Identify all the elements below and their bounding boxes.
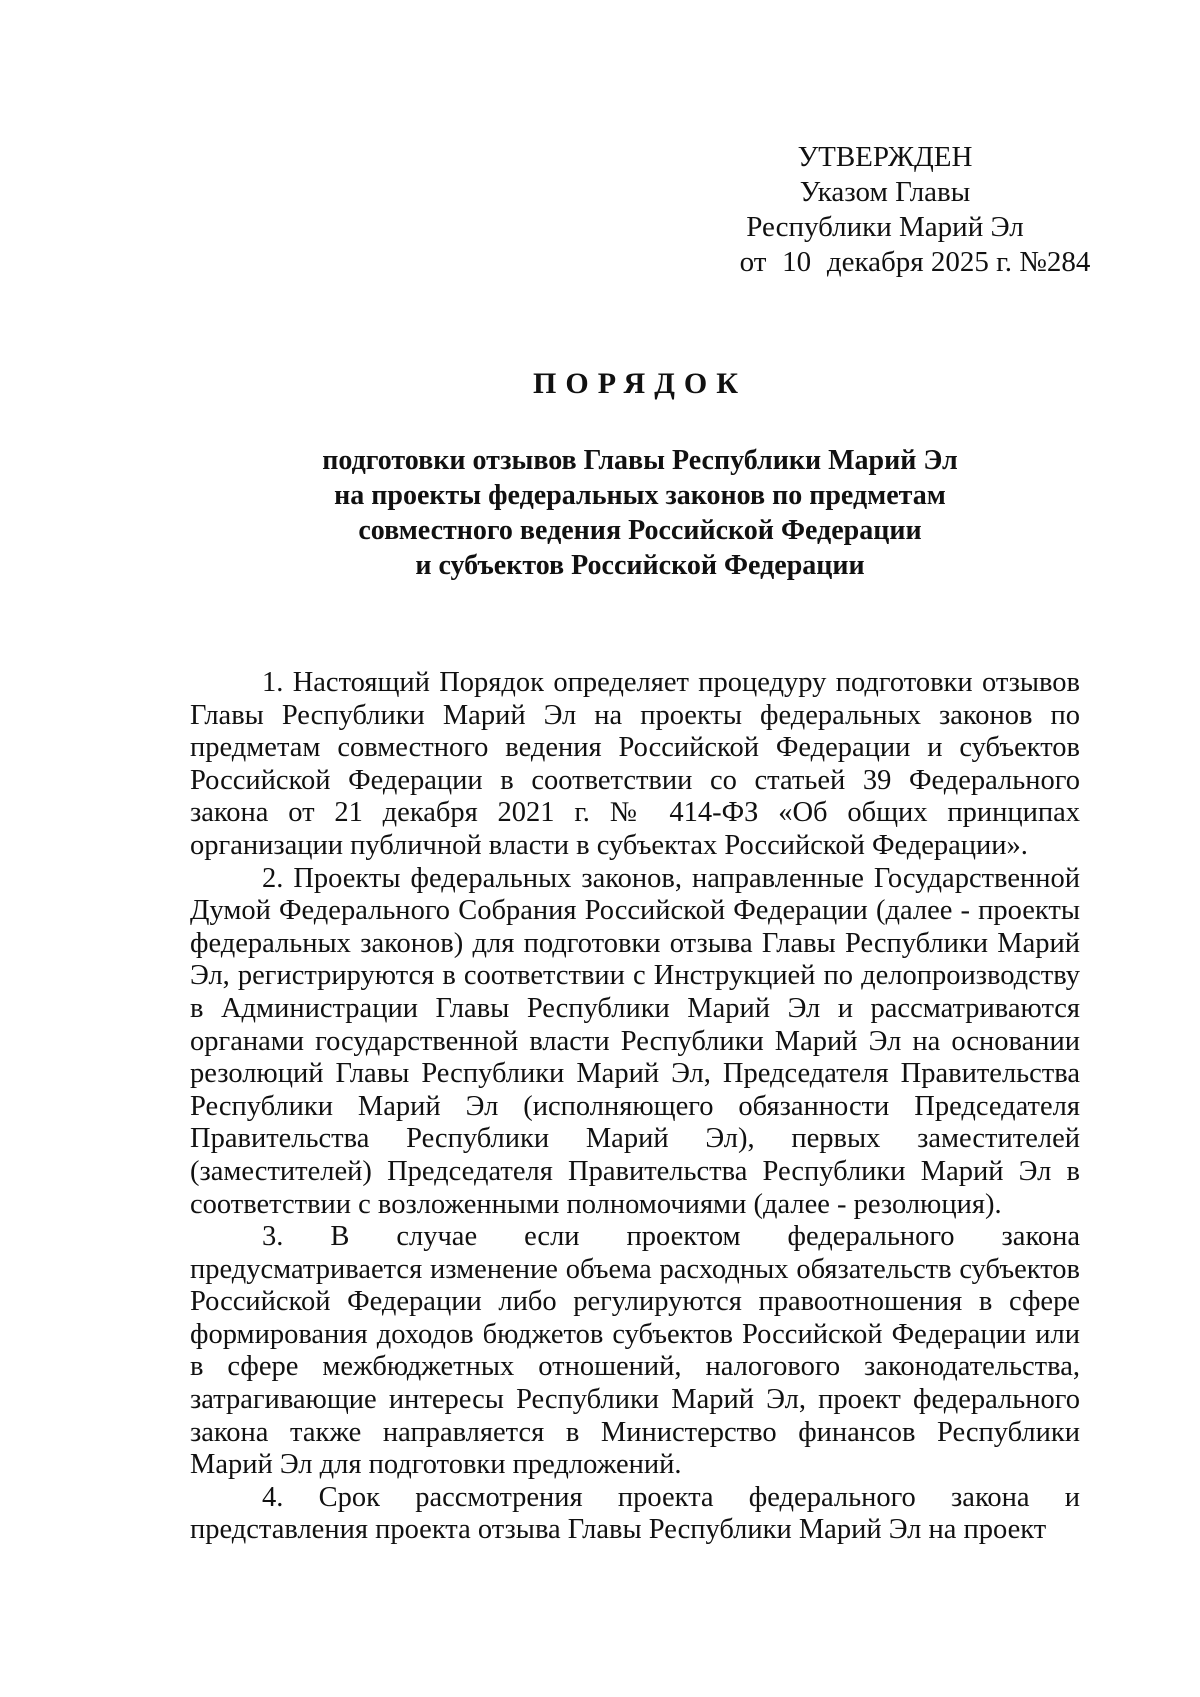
subtitle-line: совместного ведения Российской Федерации bbox=[358, 515, 922, 546]
date-rest: декабря 2025 г. №284 bbox=[826, 246, 1091, 278]
paragraph-3: 3. В случае если проектом федерального закона предусматривается изменение объема расходных обязательств субъектов Российской Федерации либо регулируются правоотношения в сфере формирования доходов бюджетов субъектов Российской Федерации или в сфере межбюджетных отношений, налогового законодательства, затрагивающие интересы Республики Марий Эл, проект федерального закона также направляется в Министерство финансов Республики Марий Эл для подготовки предложений. bbox=[190, 1221, 1080, 1481]
document-body bbox=[190, 667, 1080, 1547]
decree-label: Указом Главы bbox=[799, 176, 971, 208]
date-day: 10 bbox=[782, 246, 812, 278]
subtitle-line: на проекты федеральных законов по предметам bbox=[334, 480, 946, 511]
document-title: ПОРЯДОК bbox=[533, 367, 747, 400]
paragraph-2: 2. Проекты федеральных законов, направленные Государственной Думой Федерального Собрания Российской Федерации (далее - проекты федеральных законов) для подготовки отзыва Главы Республики Марий Эл, регистрируются в соответствии с Инструкцией по делопроизводству в Администрации Главы Республики Марий Эл и рассматриваются органами государственной власти Республики Марий Эл на основании резолюций Главы Республики Марий Эл, Председателя Правительства Республики Марий Эл (исполняющего обязанности Председателя Правительства Республики Марий Эл), первых заместителей (заместителей) Председателя Правительства Республики Марий Эл в соответствии с возложенными полномочиями (далее - резолюция). bbox=[190, 862, 1080, 1220]
approved-label: УТВЕРЖДЕН bbox=[797, 141, 973, 173]
date-prefix: от bbox=[739, 246, 767, 278]
decree-date bbox=[710, 245, 1120, 280]
approval-stamp bbox=[680, 140, 1090, 280]
paragraph-4: 4. Срок рассмотрения проекта федерального закона и представления проекта отзыва Главы Республики Марий Эл на проект bbox=[190, 1481, 1080, 1546]
paragraph-1: 1. Настоящий Порядок определяет процедуру подготовки отзывов Главы Республики Марий Эл на проекты федеральных законов по предметам совместного ведения Российской Федерации и субъектов Российской Федерации в соответствии со статьей 39 Федерального закона от 21 декабря 2021 г. № 414-ФЗ «Об общих принципах организации публичной власти в субъектах Российской Федерации». bbox=[190, 667, 1080, 861]
subtitle-line: и субъектов Российской Федерации bbox=[415, 550, 865, 581]
subtitle-line: подготовки отзывов Главы Республики Марий Эл bbox=[322, 445, 958, 476]
document-subtitle bbox=[190, 443, 1090, 583]
republic-label: Республики Марий Эл bbox=[746, 211, 1024, 243]
